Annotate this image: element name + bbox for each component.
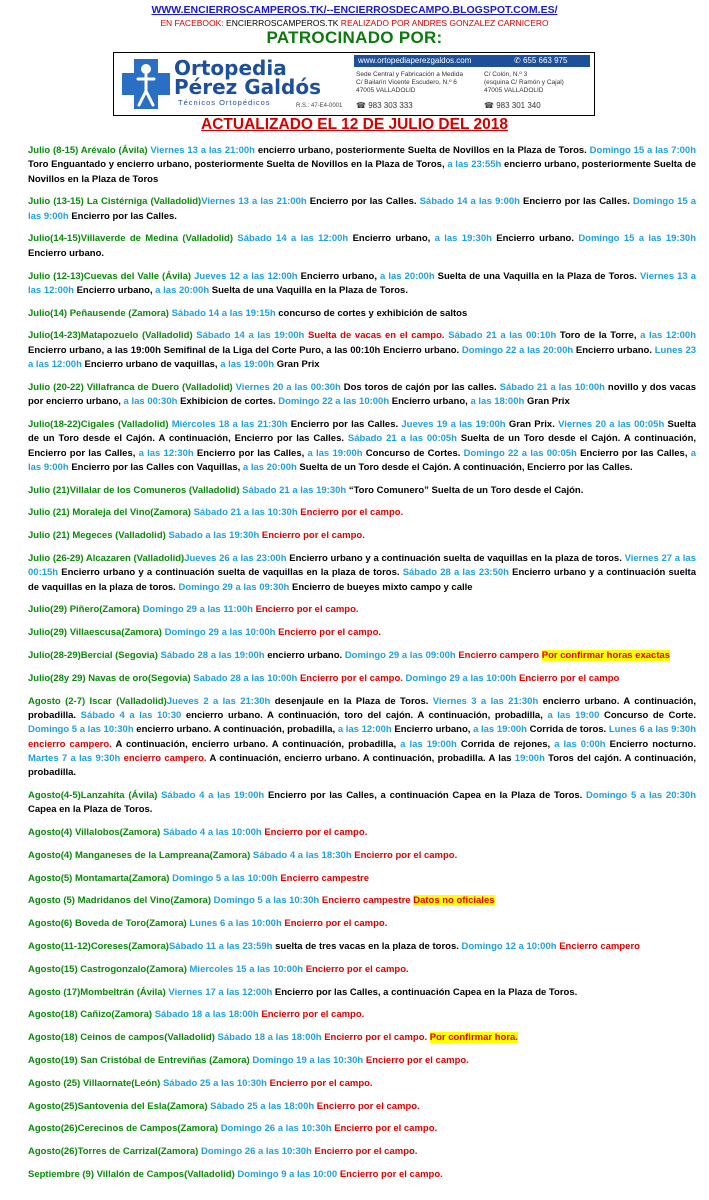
- event-datetime: Miércoles 18 a las 21:30h: [171, 418, 291, 430]
- event-field-run: Encierro campestre: [280, 872, 370, 884]
- event-datetime: Domingo 29 a las 11:00h: [142, 604, 256, 616]
- event-detail: Encierro de bueyes mixto campo y calle: [291, 581, 473, 593]
- event-entry: [28, 986, 696, 1000]
- event-datetime: a las 19:00h: [220, 359, 277, 371]
- event-datetime: Domingo 29 a las 09:30h: [178, 581, 292, 593]
- event-field-run: Encierro por el campo.: [324, 1032, 430, 1044]
- event-datetime: Sábado 4 a las 10:30: [80, 709, 186, 721]
- event-place: Agosto (25) Villaornate(León): [28, 1077, 163, 1089]
- event-entry: [28, 1122, 696, 1136]
- event-place: Julio (21) Megeces (Valladolid): [28, 530, 169, 542]
- event-datetime: Sábado 28 a las 19:00h: [160, 650, 268, 662]
- event-datetime: Sábado 21 a las 10:00h: [499, 381, 608, 393]
- event-datetime: Martes 7 a las 9:30h: [28, 752, 124, 764]
- event-detail: Encierro urbano y a continuación suelta de vaquillas en la plaza de toros.: [28, 567, 696, 593]
- event-detail: Encierro urbano,: [76, 284, 156, 296]
- event-place: Agosto(25)Santovenia del Esla(Zamora): [28, 1100, 211, 1112]
- event-place: Agosto(18) Ceinos de campos(Valladolid): [28, 1032, 218, 1044]
- event-datetime: a las 12:00h: [337, 724, 395, 736]
- event-note-highlight: Por confirmar hora.: [429, 1032, 518, 1044]
- event-datetime: Sábado 18 a las 18:00h: [154, 1009, 262, 1021]
- event-field-run: Suelta de vacas en el campo.: [308, 330, 449, 342]
- event-datetime: Viernes 13 a las 12:00h: [28, 270, 696, 296]
- event-detail: suelta de tres vacas en la plaza de toros.: [275, 940, 462, 952]
- event-detail: Corrida de toros.: [529, 724, 609, 736]
- event-detail: desenjaule en la Plaza de Toros.: [274, 695, 433, 707]
- event-place: Julio(28y 29) Navas de oro(Segovia): [28, 672, 194, 684]
- event-field-run: Encierro por el campo.: [278, 627, 382, 639]
- event-datetime: Jueves 2 a las 21:30h: [166, 695, 275, 707]
- event-datetime: Domingo 12 a 10:00h: [461, 940, 560, 952]
- event-datetime: Viernes 17 a las 12:00h: [168, 986, 275, 998]
- event-entry: [28, 529, 696, 543]
- event-place: Julio(29) Piñero(Zamora): [28, 604, 143, 616]
- event-field-run: Encierro por el campo.: [261, 1009, 365, 1021]
- event-datetime: a las 0:00h: [554, 738, 610, 750]
- event-detail: Toro de la Torre,: [559, 330, 641, 342]
- sponsor-banner: [113, 52, 595, 116]
- event-place: Agosto(4) Manganeses de la Lampreana(Zamora): [28, 849, 253, 861]
- event-detail: “Toro Comunero” Suelta de un Toro desde el Cajón.: [348, 484, 584, 496]
- event-datetime: Domingo 26 a las 10:30h: [220, 1123, 335, 1135]
- event-datetime: Domingo 5 a las 10:30h: [213, 895, 322, 907]
- event-place: Julio (20-22) Villafranca de Duero (Valladolid): [28, 381, 236, 393]
- sponsor-phone-2-number: 983 301 340: [496, 101, 541, 110]
- event-datetime: Sábado 14 a las 9:00h: [419, 196, 524, 208]
- event-entry: [28, 1008, 696, 1022]
- event-place: Julio(14-23)Matapozuelo (Valladolid): [28, 330, 197, 342]
- event-field-run: Encierro por el campo.: [300, 507, 404, 519]
- event-detail: Encierro urbano.: [28, 247, 105, 259]
- event-detail: Concurso de Cortes.: [365, 447, 464, 459]
- event-entry: [28, 144, 696, 187]
- event-datetime: Domingo 15 a las 7:00h: [589, 145, 696, 156]
- event-datetime: Lunes 6 a las 10:00h: [189, 918, 285, 930]
- event-datetime: a las 12:00h: [640, 330, 697, 342]
- event-entry: [28, 872, 696, 886]
- event-datetime: Sábado 25 a las 10:30h: [162, 1077, 270, 1089]
- event-datetime: Viernes 20 a las 00:05h: [558, 418, 668, 430]
- event-datetime: a las 19:00h: [307, 447, 366, 459]
- event-entry: [28, 649, 696, 663]
- event-datetime: Domingo 9 a las 10:00: [237, 1168, 340, 1180]
- sponsor-phone-1-number: 983 303 333: [368, 101, 413, 110]
- event-detail: Gran Prix: [276, 359, 320, 371]
- event-entry: [28, 329, 696, 372]
- event-detail: Encierro urbano,: [300, 270, 381, 282]
- event-datetime: Sábado 14 a las 12:00h: [237, 233, 353, 245]
- event-place: Julio (12-13)Cuevas del Valle (Ávila): [28, 270, 195, 282]
- event-place: Julio(14) Peñausende (Zamora): [28, 307, 172, 319]
- event-detail: Encierro urbano,: [394, 724, 474, 736]
- event-field-run: Encierro por el campo.: [339, 1168, 443, 1180]
- event-list: [28, 144, 696, 1182]
- event-place: Julio (21) Moraleja del Vino(Zamora): [28, 507, 194, 519]
- event-entry: [28, 381, 696, 410]
- event-detail: Gran Prix: [526, 396, 570, 408]
- event-datetime: 19:00h: [514, 752, 549, 764]
- event-datetime: Domingo 29 a las 10:00h: [405, 672, 520, 684]
- event-datetime: a las 19:30h: [434, 233, 497, 245]
- event-datetime: Domingo 19 a las 10:30h: [252, 1054, 366, 1066]
- sponsor-phone-2: [484, 101, 541, 110]
- event-field-run: Encierro por el campo.: [305, 963, 409, 975]
- event-entry: [28, 789, 696, 818]
- event-datetime: Sabado 28 a las 10:00h: [193, 672, 300, 684]
- sponsor-heading: PATROCINADO POR:: [266, 28, 443, 47]
- event-datetime: Miercoles 15 a las 10:00h: [189, 963, 306, 975]
- event-datetime: a las 23:55h: [447, 159, 505, 171]
- event-field-run: Encierro por el campo.: [299, 672, 406, 684]
- event-datetime: a las 19:00h: [473, 724, 530, 736]
- event-field-run: Encierro por el campo.: [255, 604, 359, 616]
- event-detail: novillo y dos vacas por encierro urbano,: [28, 381, 697, 408]
- event-place: Julio (26-29) Alcazaren (Valladolid): [28, 553, 185, 565]
- event-entry: [28, 307, 696, 321]
- event-detail: Toro Enguantado y encierro urbano, posteriormente Suelta de Novillos en la Plaza de Toros,: [28, 159, 448, 171]
- event-detail: Encierro urbano.: [496, 233, 579, 245]
- fb-author: REALIZADO POR ANDRES GONZALEZ CARNICERO: [338, 18, 549, 28]
- event-place: Agosto(4-5)Lanzahíta (Ávila): [28, 789, 162, 801]
- event-detail: Encierro por las Calles con Vaquillas,: [71, 461, 243, 473]
- event-detail: encierro urbano. A continuación, probadilla.: [28, 695, 696, 721]
- event-datetime: Viernes 13 a las 21:00h: [150, 145, 258, 156]
- event-detail: encierro urbano, posteriormente Suelta de Novillos en la Plaza de Toros: [28, 159, 696, 185]
- event-field-run: Encierro campero: [458, 650, 542, 662]
- event-place: Agosto(11-12)Coreses(Zamora): [28, 940, 169, 952]
- event-detail: Gran Prix.: [508, 418, 559, 430]
- event-datetime: a las 19:00: [547, 709, 604, 721]
- event-datetime: Domingo 5 a las 20:30h: [586, 789, 697, 801]
- event-entry: [28, 1168, 696, 1182]
- event-datetime: a las 20:00h: [242, 461, 300, 473]
- event-detail: Suelta de un Toro desde el Cajón. A continuación, Encierro por las Calles.: [28, 418, 696, 445]
- website-url-link[interactable]: WWW.ENCIERROSCAMPEROS.TK/--ENCIERROSDECAMPO.BLOGSPOT.COM.ES/: [151, 4, 558, 16]
- event-datetime: a las 18:00h: [470, 396, 527, 408]
- event-entry: [28, 826, 696, 840]
- event-detail: Concurso de Corte.: [603, 709, 696, 721]
- event-datetime: a las 12:30h: [138, 447, 197, 459]
- event-datetime: Sábado 21 a las 00:10h: [448, 330, 560, 342]
- sponsor-name-line2: Pérez Galdós: [174, 75, 321, 99]
- sponsor-whatsapp-phone: [514, 55, 567, 67]
- sponsor-phone-1: [356, 101, 413, 110]
- event-datetime: Domingo 22 a las 00:05h: [463, 447, 581, 459]
- event-entry: [28, 506, 696, 520]
- event-datetime: Lunes 6 a las 9:30h: [608, 724, 696, 736]
- event-datetime: a las 20:00h: [380, 270, 438, 282]
- event-detail: Corrida de rejones,: [460, 738, 555, 750]
- event-place: Agosto(5) Montamarta(Zamora): [28, 872, 173, 884]
- event-datetime: Domingo 29 a las 10:00h: [164, 627, 279, 639]
- event-field-run: Encierro por el campo.: [334, 1123, 438, 1135]
- event-datetime: Sábado 25 a las 18:00h: [210, 1100, 317, 1112]
- event-detail: Encierro por las Calles.: [523, 196, 633, 208]
- event-datetime: Sábado 4 a las 10:00h: [162, 826, 265, 838]
- event-datetime: a las 19:00h: [400, 738, 461, 750]
- event-place: Agosto (2-7) Iscar (Valladolid): [28, 695, 167, 707]
- event-datetime: Sábado 28 a las 23:50h: [402, 567, 513, 579]
- sponsor-web-bar: [354, 55, 590, 67]
- event-entry: [28, 917, 696, 931]
- event-detail: Encierro por las Calles.: [71, 210, 177, 222]
- event-detail: Exhibicion de cortes.: [180, 396, 279, 408]
- event-place: Septiembre (9) Villalón de Campos(Valladolid): [28, 1168, 238, 1180]
- event-datetime: Domingo 22 a las 20:00h: [461, 344, 576, 356]
- event-entry: [28, 603, 696, 617]
- event-place: Agosto (5) Madridanos del Vino(Zamora): [28, 895, 214, 907]
- event-place: Agosto(26)Cerecinos de Campos(Zamora): [28, 1123, 221, 1135]
- event-detail: Encierro por las Calles.: [309, 196, 420, 208]
- event-field-run: Encierro por el campo.: [316, 1100, 420, 1112]
- event-place: Agosto(4) Villalobos(Zamora): [28, 826, 163, 838]
- event-place: Agosto(6) Boveda de Toro(Zamora): [28, 918, 190, 930]
- event-detail: Dos toros de cajón por las calles.: [343, 381, 500, 393]
- event-datetime: Domingo 22 a las 10:00h: [278, 396, 392, 408]
- event-entry: [28, 552, 696, 595]
- phone-icon: ☎: [484, 101, 497, 110]
- event-place: Julio(14-15)Villaverde de Medina (Valladolid): [28, 233, 238, 245]
- facebook-credit-line: [0, 18, 709, 28]
- sponsor-address-branch: C/ Colón, N.º 3 (esquina C/ Ramón y Cajal) 47005 VALLADOLID: [484, 71, 564, 94]
- event-detail: Encierro por las Calles,: [580, 447, 691, 459]
- event-field-run: Encierro por el campo.: [261, 530, 365, 542]
- event-detail: Encierro por las Calles, a continuación Capea en la Plaza de Toros.: [274, 986, 578, 998]
- event-datetime: Sábado 21 a las 10:30h: [193, 507, 301, 519]
- fb-prefix: EN FACEBOOK:: [160, 18, 227, 28]
- event-entry: [28, 418, 696, 475]
- event-datetime: Jueves 19 a las 19:00h: [401, 418, 509, 430]
- event-datetime: Sábado 11 a las 23:59h: [168, 940, 276, 952]
- event-detail: Encierro urbano,: [352, 233, 435, 245]
- event-detail: A continuación, encierro urbano. A continuación, probadilla. A las: [209, 752, 515, 764]
- event-entry: [28, 849, 696, 863]
- phone-icon: ☎: [356, 101, 369, 110]
- event-datetime: Sábado 21 a las 00:05h: [347, 433, 461, 445]
- event-datetime: Domingo 26 a las 10:30h: [200, 1146, 315, 1158]
- event-place: Agosto(19) San Cristóbal de Entreviñas (Zamora): [28, 1054, 253, 1066]
- event-detail: Encierro urbano.: [575, 344, 655, 356]
- event-place: Julio (13-15) La Cistérniga (Valladolid): [28, 196, 202, 208]
- event-entry: [28, 1031, 696, 1045]
- event-entry: [28, 1054, 696, 1068]
- event-detail: Toros del cajón. A continuación, probadilla.: [28, 752, 696, 779]
- event-datetime: Sábado 14 a las 19:00h: [196, 330, 309, 342]
- event-datetime: Sabado a las 19:30h: [168, 530, 262, 542]
- orthopedic-figure-logo-icon: [120, 57, 172, 111]
- event-datetime: Lunes 23 a las 12:00h: [28, 344, 697, 371]
- event-field-run: Encierro campero: [559, 940, 640, 952]
- event-field-run: Encierro por el campo.: [284, 918, 388, 930]
- event-entry: [28, 484, 696, 498]
- event-detail: Suelta de un Toro desde el Cajón. A continuación, Encierro por las Calles,: [28, 433, 697, 459]
- event-datetime: Domingo 5 a las 10:30h: [28, 724, 137, 736]
- event-field-run: encierro campero.: [123, 752, 210, 764]
- event-field-run: Encierro por el campo.: [354, 849, 458, 861]
- event-datetime: Viernes 20 a las 00:30h: [235, 381, 344, 393]
- sponsor-address-main: Sede Central y Fabricación a Medida C/ Bailarín Vicente Escudero, N.º 6 47005 VALLADOLID: [356, 71, 463, 94]
- event-note-highlight: Por confirmar horas exactas: [541, 650, 671, 662]
- event-place: Agosto(18) Cañizo(Zamora): [28, 1009, 155, 1021]
- updated-date-heading: ACTUALIZADO EL 12 DE JULIO DEL 2018: [201, 116, 508, 133]
- event-detail: Encierro urbano,: [391, 396, 471, 408]
- event-field-run: Encierro por el campo.: [264, 826, 368, 838]
- sponsor-phone-main: 655 663 975: [522, 56, 568, 65]
- event-entry: [28, 894, 696, 908]
- event-datetime: Domingo 5 a las 10:00h: [172, 872, 281, 884]
- event-detail: Suelta de una Vaquilla en la Plaza de Toros.: [437, 270, 640, 282]
- event-detail: Encierro por las Calles,: [196, 447, 308, 459]
- event-detail: Suelta de una Vaquilla en la Plaza de Toros.: [211, 284, 408, 296]
- event-datetime: a las 9:00h: [28, 447, 696, 473]
- event-entry: [28, 695, 696, 781]
- event-detail: Encierro por las Calles.: [290, 418, 402, 430]
- event-datetime: Sábado 18 a las 18:00h: [217, 1032, 325, 1044]
- fb-page-name: ENCIERROSCAMPEROS.TK: [226, 18, 339, 28]
- whatsapp-icon: ✆: [514, 56, 523, 65]
- event-entry: [28, 195, 696, 224]
- event-place: Julio (8-15) Arévalo (Ávila): [28, 145, 151, 156]
- event-entry: [28, 672, 696, 686]
- event-field-run: Encierro por el campo.: [365, 1054, 469, 1066]
- event-datetime: Viernes 3 a las 21:30h: [432, 695, 543, 707]
- event-entry: [28, 940, 696, 954]
- event-entry: [28, 1077, 696, 1091]
- event-note-highlight: Datos no oficiales: [413, 895, 495, 907]
- event-entry: [28, 270, 696, 299]
- event-detail: Suelta de un Toro desde el Cajón. A continuación, Encierro por las Calles.: [299, 461, 633, 473]
- event-datetime: Domingo 15 a las 19:30h: [578, 233, 696, 245]
- event-detail: Capea en la Plaza de Toros.: [28, 804, 153, 816]
- event-datetime: Sábado 14 a las 19:15h: [171, 307, 279, 319]
- event-datetime: Domingo 29 a las 09:00h: [344, 650, 459, 662]
- event-place: Julio(28-29)Bercial (Segovia): [28, 650, 161, 662]
- event-detail: encierro urbano.: [267, 650, 345, 662]
- event-place: Julio(29) Villaescusa(Zamora): [28, 627, 165, 639]
- event-place: Agosto(26)Torres de Carrizal(Zamora): [28, 1146, 201, 1158]
- event-datetime: Viernes 13 a las 21:00h: [201, 196, 310, 208]
- event-detail: Encierro urbano y a continuación suelta de vaquillas en la plaza de toros.: [289, 553, 625, 565]
- event-place: Julio (21)Villalar de los Comuneros (Valladolid): [28, 484, 243, 496]
- event-detail: encierro urbano. A continuación, toro del cajón. A continuación, probadilla,: [185, 709, 548, 721]
- event-datetime: Sábado 4 a las 19:00h: [161, 789, 268, 801]
- sponsor-tagline: Técnicos Ortopédicos: [178, 98, 271, 107]
- event-datetime: a las 00:30h: [123, 396, 181, 408]
- event-field-run: encierro campero.: [28, 738, 116, 750]
- event-field-run: Encierro por el campo: [519, 672, 620, 684]
- event-entry: [28, 963, 696, 977]
- event-detail: Encierro por las Calles, a continuación Capea en la Plaza de Toros.: [267, 789, 587, 801]
- event-detail: encierro urbano. A continuación, probadilla,: [136, 724, 338, 736]
- event-datetime: Sábado 21 a las 19:30h: [242, 484, 349, 496]
- event-detail: Encierro urbano, a las 19:00h Semifinal de la Liga del Corte Puro, a las 00:10h Encierro urbano.: [28, 344, 462, 356]
- event-detail: Encierro nocturno.: [609, 738, 696, 750]
- event-datetime: Viernes 27 a las 00:15h: [28, 553, 696, 579]
- sponsor-website[interactable]: www.ortopediaperezgaldos.com: [358, 56, 472, 65]
- event-detail: A continuación, encierro urbano. A continuación, probadilla,: [115, 738, 401, 750]
- event-datetime: a las 20:00h: [155, 284, 212, 296]
- event-entry: [28, 1100, 696, 1114]
- event-entry: [28, 232, 696, 261]
- event-detail: encierro urbano, posteriormente Suelta de Novillos en la Plaza de Toros.: [257, 145, 590, 156]
- event-detail: Encierro urbano de vaquillas,: [84, 359, 221, 371]
- event-datetime: Jueves 26 a las 23:00h: [184, 553, 290, 565]
- event-place: Agosto (17)Mombeltrán (Ávila): [28, 986, 169, 998]
- event-field-run: Encierro por el campo.: [269, 1077, 373, 1089]
- event-datetime: Sábado 4 a las 18:30h: [252, 849, 355, 861]
- sponsor-registry: R.S.: 47-E4-0001: [296, 103, 343, 109]
- event-place: Julio(18-22)Cigales (Valladolid): [28, 418, 172, 430]
- sponsor-name-line1: Ortopedia: [174, 56, 287, 80]
- event-detail: concurso de cortes y exhibición de saltos: [278, 307, 468, 319]
- event-datetime: Jueves 12 a las 12:00h: [194, 270, 301, 282]
- event-place: Agosto(15) Castrogonzalo(Zamora): [28, 963, 190, 975]
- event-entry: [28, 1145, 696, 1159]
- event-field-run: Encierro por el campo.: [314, 1146, 418, 1158]
- event-detail: Encierro urbano y a continuación suelta de vaquillas en la plaza de toros.: [61, 567, 403, 579]
- event-datetime: Domingo 15 a las 9:00h: [28, 196, 696, 222]
- event-entry: [28, 626, 696, 640]
- event-field-run: Encierro campestre: [321, 895, 414, 907]
